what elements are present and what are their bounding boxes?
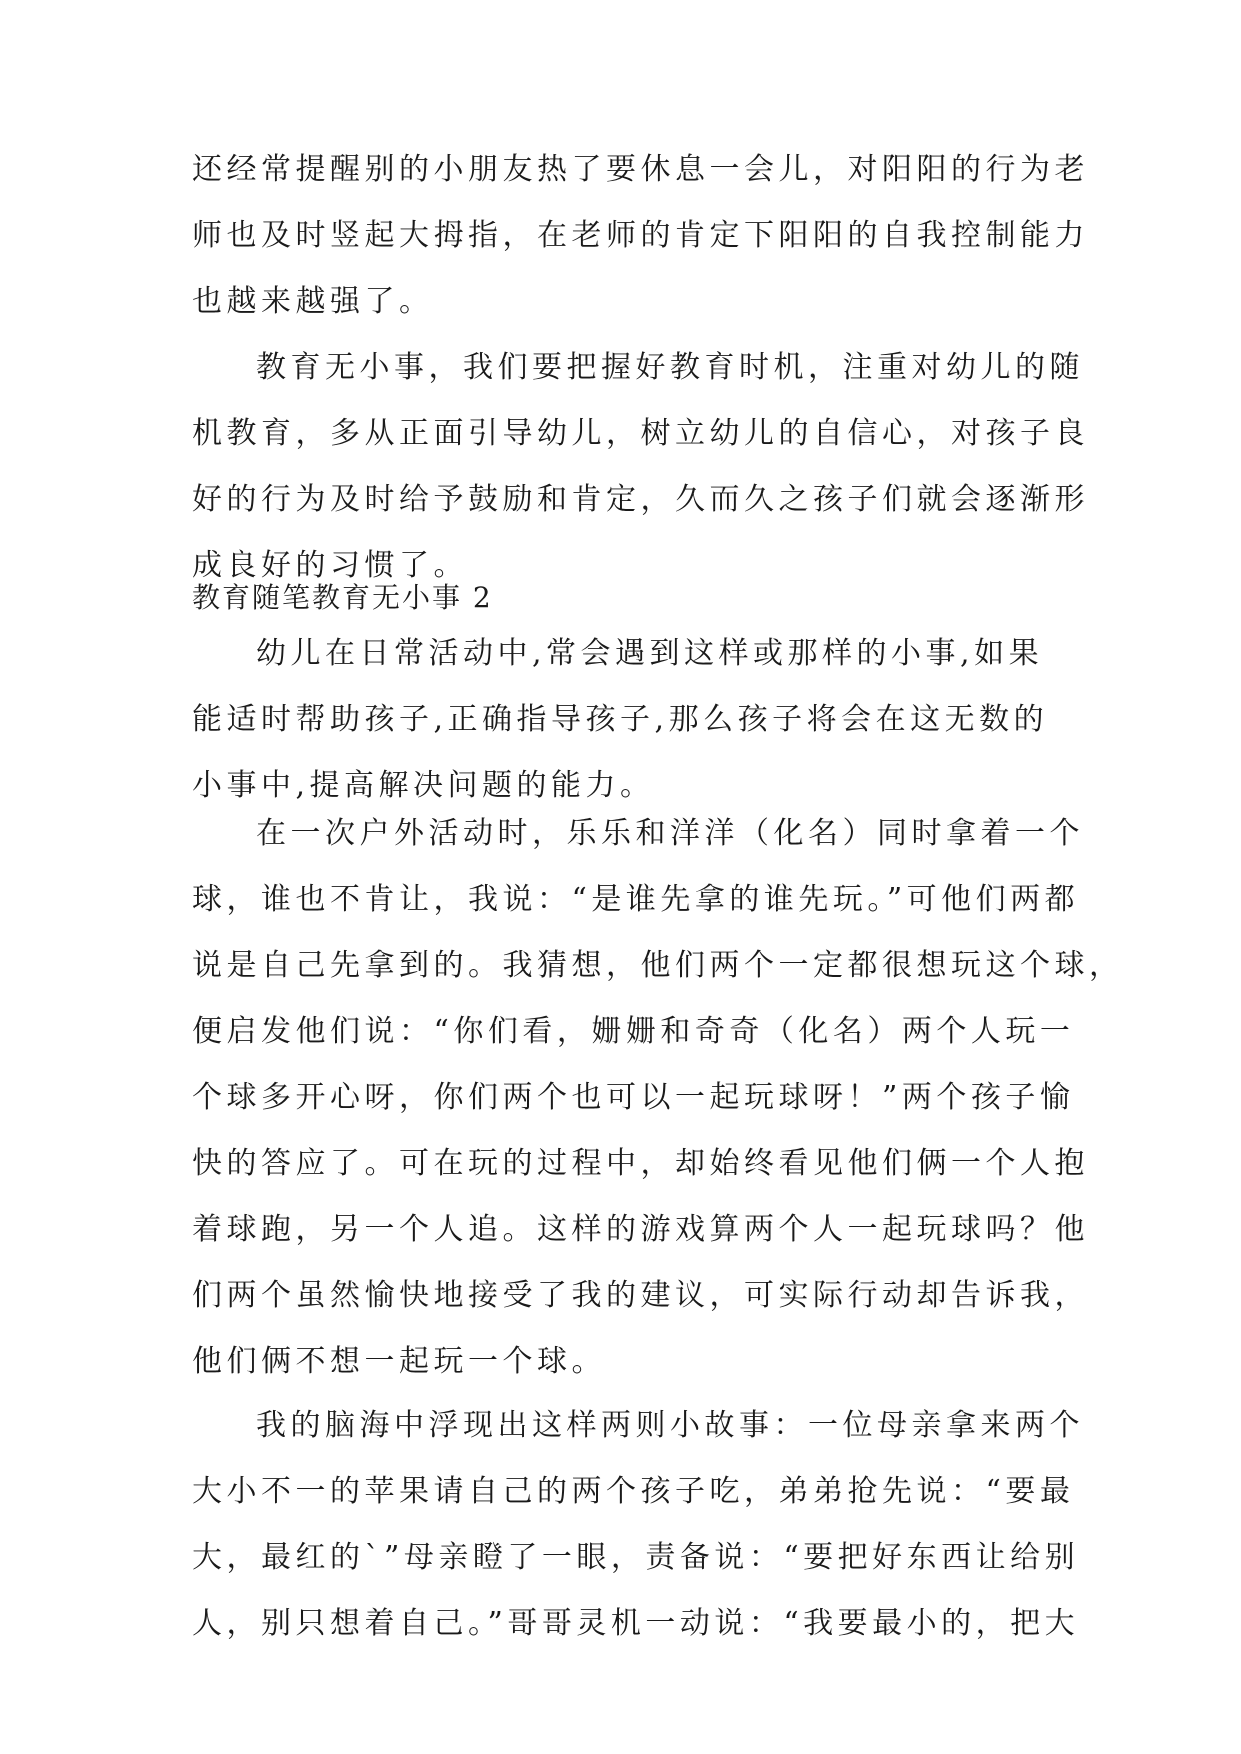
paragraph-line: 说是自己先拿到的。我猜想，他们两个一定都很想玩这个球， [192,948,1124,983]
paragraph-line: 师也及时竖起大拇指，在老师的肯定下阳阳的自我控制能力 [192,218,1089,253]
paragraph-line: 好的行为及时给予鼓励和肯定，久而久之孩子们就会逐渐形 [192,482,1089,517]
paragraph-line: 们两个虽然愉快地接受了我的建议，可实际行动却告诉我， [192,1278,1089,1313]
paragraph-line: 球，谁也不肯让，我说：“是谁先拿的谁先玩。”可他们两都 [192,882,1080,917]
paragraph-2 [192,342,1089,606]
paragraph-line: 机教育，多从正面引导幼儿，树立幼儿的自信心，对孩子良 [192,416,1089,451]
paragraph-line: 还经常提醒别的小朋友热了要休息一会儿，对阳阳的行为老 [192,152,1089,187]
paragraph-line: 能适时帮助孩子,正确指导孩子,那么孩子将会在这无数的 [192,702,1049,737]
paragraph-line: 快的答应了。可在玩的过程中，却始终看见他们俩一个人抱 [192,1146,1089,1181]
paragraph-line: 在一次户外活动时，乐乐和洋洋（化名）同时拿着一个 [256,816,1084,851]
paragraph-4 [192,808,1124,1402]
paragraph-line: 他们俩不想一起玩一个球。 [192,1344,606,1379]
paragraph-line: 小事中,提高解决问题的能力。 [192,768,655,803]
paragraph-1 [192,144,1089,342]
paragraph-line: 成良好的习惯了。 [192,548,468,583]
paragraph-line: 着球跑，另一个人追。这样的游戏算两个人一起玩球吗？他 [192,1212,1089,1247]
paragraph-line: 我的脑海中浮现出这样两则小故事：一位母亲拿来两个 [256,1408,1084,1443]
paragraph-line: 个球多开心呀，你们两个也可以一起玩球呀！”两个孩子愉 [192,1080,1075,1115]
section-heading: 教育随笔教育无小事 2 [192,581,493,614]
paragraph-line: 大小不一的苹果请自己的两个孩子吃，弟弟抢先说：“要最 [192,1474,1075,1509]
paragraph-line: 教育无小事，我们要把握好教育时机，注重对幼儿的随 [256,350,1084,385]
paragraph-line: 便启发他们说：“你们看，姗姗和奇奇（化名）两个人玩一 [192,1014,1075,1049]
paragraph-3 [192,628,1052,826]
paragraph-line: 也越来越强了。 [192,284,434,319]
paragraph-5 [192,1400,1084,1664]
paragraph-line: 人，别只想着自己。”哥哥灵机一动说：“我要最小的，把大 [192,1606,1080,1641]
paragraph-line: 幼儿在日常活动中,常会遇到这样或那样的小事,如果 [256,636,1044,671]
paragraph-line: 大，最红的`”母亲瞪了一眼，责备说：“要把好东西让给别 [192,1540,1080,1575]
